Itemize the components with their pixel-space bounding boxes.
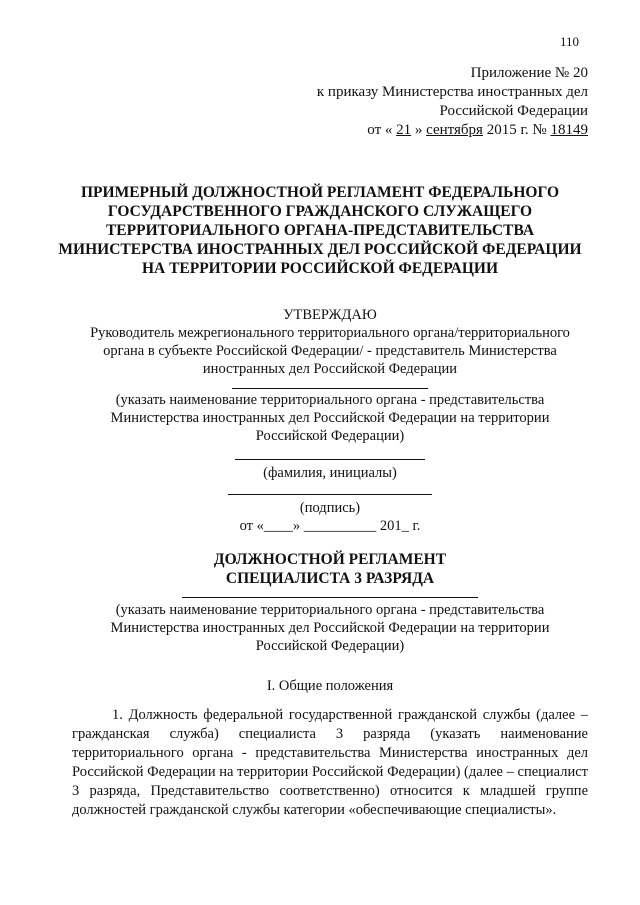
approve-hint: Министерства иностранных дел Российской Федерации на территории bbox=[110, 410, 550, 426]
name-hint: (фамилия, инициалы) bbox=[263, 465, 397, 481]
date-year: 2015 г. № bbox=[486, 122, 547, 138]
title-line: НА ТЕРРИТОРИИ РОССИЙСКОЙ ФЕДЕРАЦИИ bbox=[141, 260, 499, 277]
approve-line: Руководитель межрегионального территориального органа/территориального bbox=[90, 325, 570, 341]
appendix-date bbox=[317, 121, 588, 140]
title-line: ПРИМЕРНЫЙ ДОЛЖНОСТНОЙ РЕГЛАМЕНТ ФЕДЕРАЛЬНОГО bbox=[80, 184, 559, 201]
title-line: ТЕРРИТОРИАЛЬНОГО ОРГАНА-ПРЕДСТАВИТЕЛЬСТВА bbox=[105, 222, 535, 239]
date-prefix: от « bbox=[367, 122, 393, 138]
signature-hint: (подпись) bbox=[299, 500, 361, 516]
document-title bbox=[40, 183, 600, 278]
approve-date-line: от «____» __________ 201_ г. bbox=[239, 518, 421, 534]
regulation-title-line: СПЕЦИАЛИСТА 3 РАЗРЯДА bbox=[225, 570, 435, 587]
regulation-blank-line bbox=[182, 597, 478, 598]
regulation-hint: Министерства иностранных дел Российской Федерации на территории bbox=[110, 620, 550, 636]
title-line: МИНИСТЕРСТВА ИНОСТРАННЫХ ДЕЛ РОССИЙСКОЙ ФЕДЕРАЦИИ bbox=[58, 241, 582, 258]
blank-line bbox=[232, 388, 428, 389]
regulation-hint: Российской Федерации) bbox=[255, 638, 405, 654]
title-line: ГОСУДАРСТВЕННОГО ГРАЖДАНСКОГО СЛУЖАЩЕГО bbox=[107, 203, 533, 220]
approval-block bbox=[60, 306, 600, 535]
approve-heading: УТВЕРЖДАЮ bbox=[283, 307, 377, 323]
approve-line: иностранных дел Российской Федерации bbox=[202, 361, 458, 377]
page-number: 110 bbox=[560, 34, 580, 49]
approve-hint: Российской Федерации) bbox=[255, 428, 405, 444]
appendix-line: к приказу Министерства иностранных дел bbox=[316, 84, 588, 100]
regulation-hint: (указать наименование территориального органа - представительства bbox=[115, 602, 545, 618]
date-mid: » bbox=[414, 122, 423, 138]
paragraph: 1. Должность федеральной государственной гражданской службы (далее – гражданская служба) специалиста 3 разряда (указать наименование территориального органа - представительства Министерства иностранных дел Российской Федерации на территории Российской Федерации) (далее – специалист 3 разряда, Представительство соответственно) относится к младшей группе должностей гражданской службы категории «обеспечивающие специалисты». bbox=[72, 707, 588, 818]
regulation-title bbox=[60, 550, 600, 588]
date-month: сентября bbox=[426, 122, 483, 138]
signature-blank-line bbox=[228, 494, 432, 495]
date-day: 21 bbox=[396, 122, 412, 138]
regulation-hint-block bbox=[60, 590, 600, 655]
appendix-line: Приложение № 20 bbox=[470, 65, 588, 81]
approve-hint: (указать наименование территориального органа - представительства bbox=[115, 392, 545, 408]
order-number: 18149 bbox=[550, 122, 588, 138]
name-blank-line bbox=[235, 459, 425, 460]
appendix-block bbox=[317, 64, 588, 140]
section-title: I. Общие положения bbox=[266, 678, 394, 694]
appendix-line: Российской Федерации bbox=[439, 103, 588, 119]
regulation-title-line: ДОЛЖНОСТНОЙ РЕГЛАМЕНТ bbox=[213, 551, 447, 568]
approve-line: органа в субъекте Российской Федерации/ - представитель Министерства bbox=[103, 343, 557, 359]
